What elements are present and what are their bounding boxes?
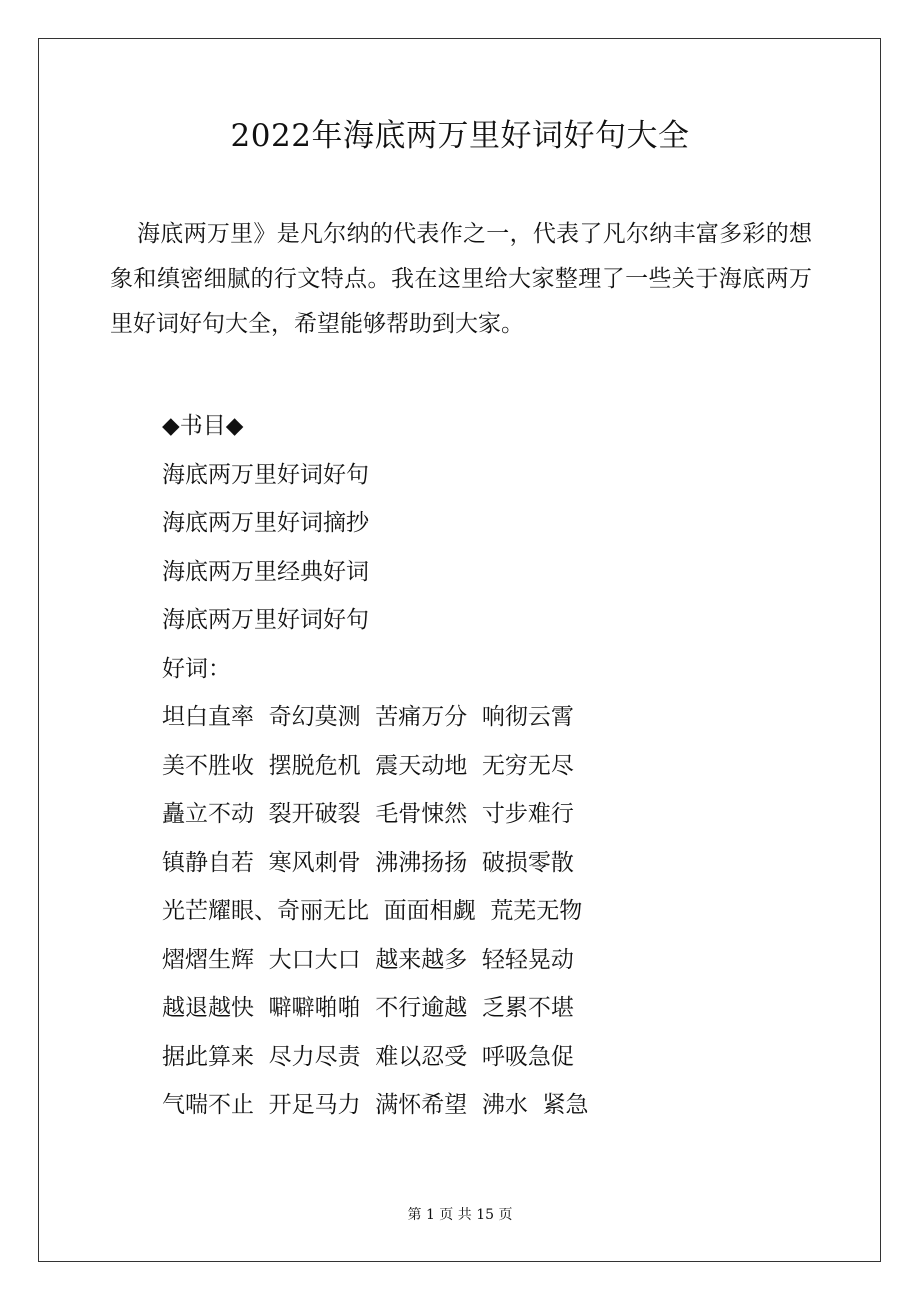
list-line: 海底两万里好词好句 xyxy=(162,461,369,488)
word-row: 越退越快 噼噼啪啪 不行逾越 乏累不堪 xyxy=(162,995,574,1021)
word-row: 坦白直率 奇幻莫测 苦痛万分 响彻云霄 xyxy=(162,704,574,730)
word-row: 镇静自若 寒风刺骨 沸沸扬扬 破损零散 xyxy=(162,849,574,876)
page-footer: 第 1 页 共 15 页 xyxy=(407,1207,513,1223)
list-line: 海底两万里经典好词 xyxy=(162,558,369,585)
word-row: 熠熠生辉 大口大口 越来越多 轻轻晃动 xyxy=(162,946,574,973)
word-row: 气喘不止 开足马力 满怀希望 沸水 紧急 xyxy=(162,1092,589,1118)
list-line-label: 好词： xyxy=(162,655,231,682)
list-line-heading: ◆书目◆ xyxy=(162,413,244,439)
word-row: 据此算来 尽力尽责 难以忍受 呼吸急促 xyxy=(162,1043,574,1070)
intro-paragraph: 海底两万里》是凡尔纳的代表作之一，代表了凡尔纳丰富多彩的想象和缜密细腻的行文特点。我在这里给大家整理了一些关于海底两万里好词好句大全，希望能够帮助到大家。 xyxy=(110,221,812,337)
word-list xyxy=(162,402,802,1130)
list-line: 海底两万里好词好句 xyxy=(162,607,369,633)
list-line: 海底两万里好词摘抄 xyxy=(162,510,369,536)
word-row: 矗立不动 裂开破裂 毛骨悚然 寸步难行 xyxy=(162,801,574,827)
word-row: 美不胜收 摆脱危机 震天动地 无穷无尽 xyxy=(162,752,574,779)
word-row: 光芒耀眼、奇丽无比 面面相觑 荒芜无物 xyxy=(162,898,583,924)
page-title: 2022年海底两万里好词好句大全 xyxy=(230,118,690,154)
